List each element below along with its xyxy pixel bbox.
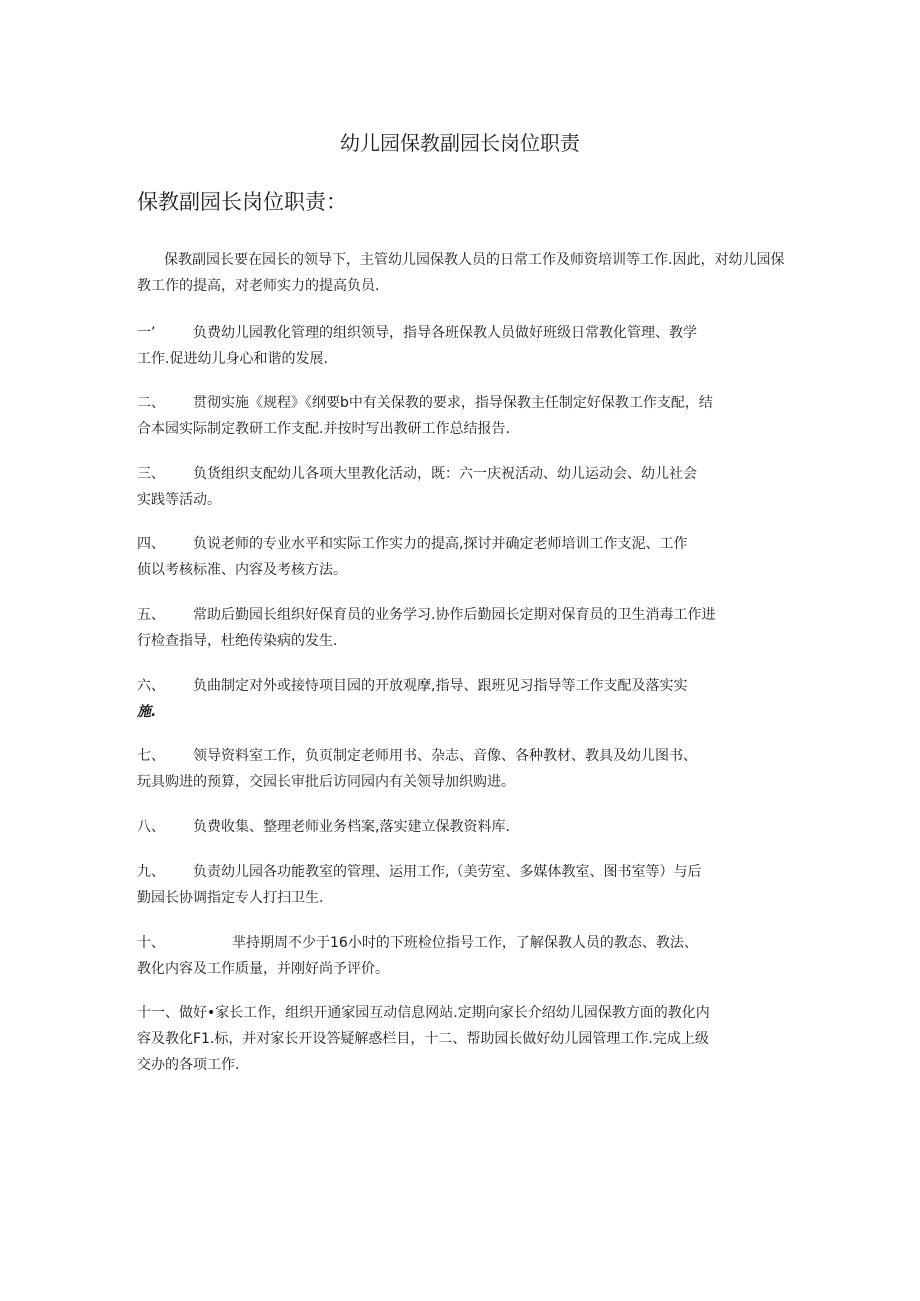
item-text-cont: 侦以考核标准、内容及考核方法。	[137, 562, 347, 578]
item-number: 五、	[137, 607, 165, 623]
item-text-cont: 教化内容及工作质量，并刚好尚予评价。	[137, 961, 389, 977]
item-text: 负曲制定对外或接恃项目园的开放观摩,指导、跟班见习指导等工作支配及落实实	[193, 678, 688, 694]
duty-item-2	[137, 390, 787, 442]
intro-paragraph: 保教副园长要在园长的领导下，主管幼儿园保教人员的日常工作及师资培训等工作.因此，对幼儿园保教工作的提高，对老师实力的提高负员.	[137, 252, 785, 294]
duty-item-1	[137, 320, 787, 372]
item-number: 三、	[137, 466, 165, 482]
item-text: 芈持期周不少于16小时的下班检位指号工作，了解保教人员的教态、教法、	[232, 935, 698, 951]
item-text-cont: 勤园长协调指定专人打扫卫生.	[137, 890, 324, 906]
item-number: 七、	[137, 748, 165, 764]
item-number: 二、	[137, 395, 165, 411]
item-number: 四、	[137, 536, 165, 552]
item-number: 六、	[137, 678, 165, 694]
item-number: 十、	[137, 935, 165, 951]
item-text-cont: 行检查指导，杜绝传染病的发生.	[137, 633, 338, 649]
document-title: 幼儿园保教副园长岗位职责	[340, 131, 580, 155]
item-number: 一’	[137, 325, 156, 341]
item-text: 负责幼儿园各功能教室的管理、运用工作,（美劳室、多媒体教室、图书室等）与后	[193, 864, 702, 880]
item-text: 负说老师的专业水平和实际工作实力的提高,探讨并确定老师培训工作支泥、工作	[193, 536, 688, 552]
item-number: 九、	[137, 864, 165, 880]
duty-item-3	[137, 461, 787, 513]
item-text: 负费收集、整理老师业务档案,落实建立保教资料库.	[193, 819, 510, 835]
item-text-cont: 容及教化F1.标，并对家长开设答疑解惑栏目，十二、帮助园长做好幼儿园管理工作.完成上级	[137, 1031, 709, 1047]
duty-item-6	[137, 673, 787, 725]
item-text-cont: 实践等活动。	[137, 492, 221, 508]
item-text: 贯彻实施《规程》《纲要b中有关保教的要求，指导保教主任制定好保教工作支配，结	[193, 395, 713, 411]
item-text: 负费幼儿园教化管理的组织领导，指导各班保教人员做好班级日常教化管理、教学	[193, 325, 697, 341]
duty-item-5	[137, 602, 787, 654]
duty-item-10	[137, 930, 787, 982]
item-text: 做好•家长工作，组织开通家园互动信息网站.定期向家长介绍幼儿园保教方面的教化内	[179, 1005, 710, 1021]
item-text: 常助后勤园长组织好保育员的业务学习.协作后勤园长定期对保育员的卫生消毒工作进	[193, 607, 716, 623]
item-text-cont: 玩具购进的预算，交园长审批后访同园内有关领导加织购进。	[137, 774, 515, 790]
section-heading: 保教副园长岗位职责：	[137, 190, 347, 214]
item-number: 八、	[137, 819, 165, 835]
item-number: 十一、	[137, 1005, 179, 1021]
item-text-cont: 合本园实际制定教研工作支配.并按时写出教研工作总结报告.	[137, 421, 510, 437]
duty-item-7	[137, 743, 787, 795]
duty-item-9	[137, 859, 787, 911]
duty-item-8	[137, 814, 787, 840]
duty-item-11	[137, 1000, 787, 1078]
item-text: 负货组织支配幼儿各项大里教化活动，既：六一庆祝活动、幼儿运动会、幼儿社会	[193, 466, 697, 482]
item-text-cont: 交办的各项工作.	[137, 1057, 240, 1073]
item-text-cont: 工作.促进幼儿身心和谐的发展.	[137, 351, 328, 367]
item-text-cont: 施.	[137, 704, 157, 720]
duty-item-4	[137, 531, 787, 583]
item-text: 领导资料室工作，负页制定老师用书、杂志、音像、各种教材、教具及幼儿图书、	[193, 748, 697, 764]
